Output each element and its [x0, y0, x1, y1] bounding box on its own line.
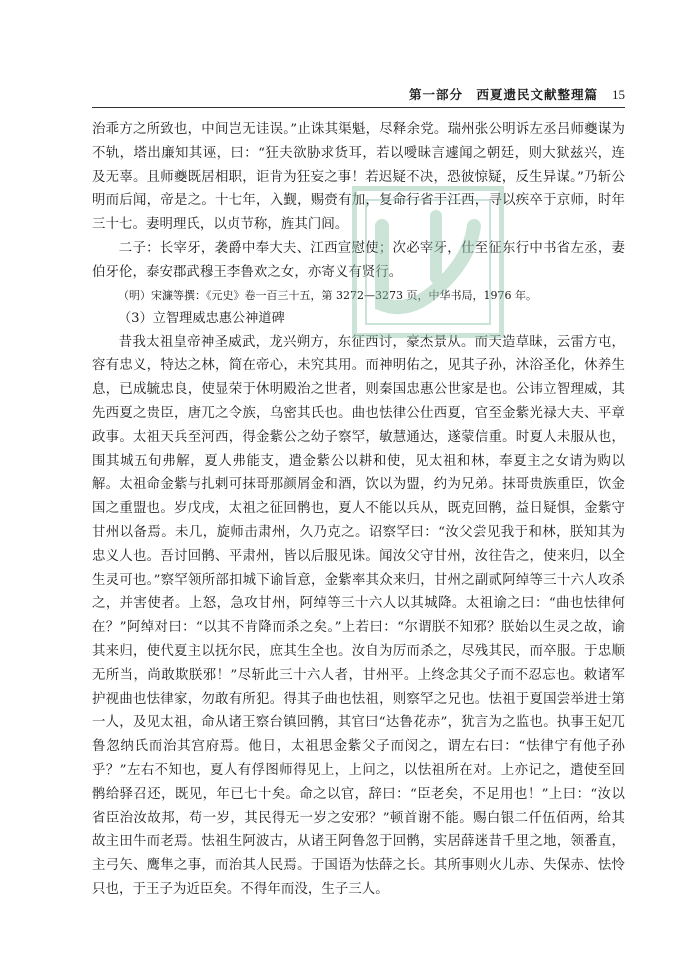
page-number: 15 [612, 87, 625, 102]
paragraph-sons: 二子：长宰牙，袭爵中奉大夫、江西宣慰使；次必宰牙，仕至征东行中书省左丞，妻伯牙伦，泰安郡武穆王李鲁欢之女，亦寄义有贤行。 [92, 240, 625, 280]
source-citation: （明）宋濂等撰：《元史》卷一百三十五，第 3272—3273 页，中华书局，1976 年。 [118, 288, 537, 302]
page-body [92, 118, 625, 902]
section-title: 第一部分 西夏遗民文献整理篇 [408, 87, 598, 102]
section-subtitle: （3）立智理威忠惠公神道碑 [118, 310, 285, 326]
paragraph-inscription: 昔我太祖皇帝神圣威武，龙兴朔方，东征西讨，豪杰景从。而天造草昧，云雷方屯，容有忠义，特达之林，简在帝心，未究其用。而神明佑之，见其子孙，沐浴圣化，休养生息，已成毓忠良，使显荣于休明殿治之世者，则秦国忠惠公世家是也。公讳立智理威，其先西夏之贵臣，唐兀之令族，乌密其氏也。曲也怯律公仕西夏，官至金紫光禄大夫、平章政事。太祖天兵至河西，得金紫公之幼子察罕，敏慧通达，遂蒙信重。时夏人未服从也，围其城五旬弗解，夏人弗能支，遣金紫公以耕和使，见太祖和林，奉夏主之女请为购以解。太祖命金紫与扎剌可抹哥那颜屑金和酒，饮以为盟，约为兄弟。抹哥贵族重臣，饮金国之重盟也。岁戊戌，太祖之征回鹘也，夏人不能以兵从，既克回鹘，益日疑惧，金紫守甘州以备焉。未几，旋师击肃州，久乃克之。诏察罕曰：“汝父尝见我于和林，朕知其为忠义人也。吾讨回鹘、平肃州，皆以后服见诛。闻汝父守甘州，汝往告之，使来归，以全生灵可也。”察罕领所部扣城下谕旨意，金紫率其众来归，甘州之副贰阿绰等三十六人攻杀之，并害使者。上怒，急攻甘州，阿绰等三十六人以其城降。太祖谕之曰：“曲也怯律何在？”阿绰对曰：“以其不肯降而杀之矣。”上若曰：“尔谓朕不知邪？朕始以生灵之故，谕其来归，使代夏主以抚尔民，庶其生全也。汝自为厉而杀之，尽残其民，而卒服。于忠顺无所当，尚敢欺朕邪！”尽斩此三十六人者，甘州平。上终念其父子而不忍忘也。敕诸军护视曲也怯律家，勿敢有所犯。得其子曲也怯祖，则察罕之兄也。怯祖于夏国尝举进士第一人，及见太祖，命从诸王察台镇回鹘，其官曰“达鲁花赤”，犹言为之监也。执事王妃兀鲁忽纳氏而治其宫府焉。他日，太祖思金紫父子而闵之，谓左右曰：“怯律宁有他子孙乎？”左右不知也，夏人有俘图师得见上，上问之，以怯祖所在对。上亦记之，遣使至回鹘给驿召还，既见，年已七十矣。命之以官，辞曰：“臣老矣，不足用也！”上曰：“汝以省臣治汝故邦，苟一岁，其民得无一岁之安邪？”顿首谢不能。赐白银二仟伍佰两，给其故主田牛而老焉。怯祖生阿波古，从诸王阿鲁忽于回鹘，实居薛迷昔千里之地，领番直，主弓矢、鹰隼之事，而治其人民焉。于国语为怯薛之长。其所事则火儿赤、失保赤、怯怜只也，于王子为近臣矣。不得年而没，生子三人。 [92, 334, 625, 897]
paragraph-continued: 治乖方之所致也，中间岂无诖误。”止诛其渠魁，尽释余党。瑞州张公明诉左丞吕师夔谋为不轨，塔出廉知其诬，曰：“狂夫欲胁求货耳，若以噯昧言遽闻之朝廷，则大狱兹兴，连及无辜。且师夔既居相职，讵肯为狂妄之事！若迟疑不决，恐彼惊疑，反生异谋。”乃斩公明而后闻，帝是之。十七年，入觐，赐赍有加，复命行省于江西，寻以疾卒于京师，时年三十七。妻明理氏，以贞节称，旌其门闾。 [92, 122, 625, 233]
page-header [92, 82, 625, 108]
